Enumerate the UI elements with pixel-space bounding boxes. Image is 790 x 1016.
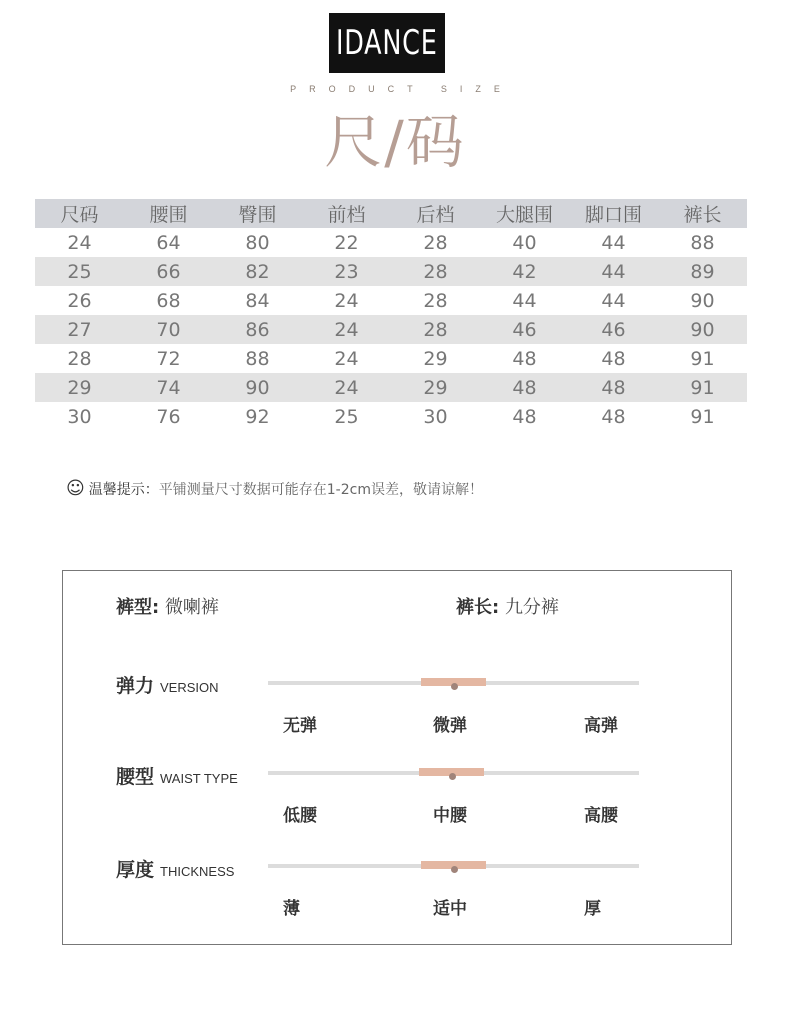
table-cell: 80: [245, 231, 270, 254]
table-cell: 29: [423, 347, 448, 370]
table-cell: 48: [601, 376, 626, 399]
column-header: 裤长: [683, 204, 722, 226]
thickness-option: 厚: [584, 899, 601, 919]
size-table: [35, 199, 747, 431]
table-row: [35, 286, 747, 315]
column-header: 脚口围: [584, 204, 642, 226]
section-subtitle: PRODUCT SIZE: [290, 84, 513, 94]
table-cell: 26: [67, 289, 92, 312]
pants-length-value: 九分裤: [504, 597, 559, 618]
brand-logo: [329, 13, 445, 73]
elasticity-label: 弹力 VERSION: [116, 675, 219, 697]
table-row: [35, 402, 747, 431]
table-cell: 44: [601, 289, 626, 312]
table-cell: 24: [67, 231, 92, 254]
table-cell: 66: [156, 260, 181, 283]
elasticity-option: 微弹: [433, 716, 467, 736]
table-cell: 91: [690, 376, 715, 399]
elasticity-label-en: VERSION: [160, 680, 219, 695]
waist-type-scale-track: [268, 771, 639, 775]
table-row: [35, 373, 747, 402]
table-cell: 72: [156, 347, 181, 370]
table-cell: 46: [512, 318, 537, 341]
table-cell: 40: [512, 231, 537, 254]
table-row: [35, 344, 747, 373]
column-header: 前档: [327, 204, 366, 226]
thickness-label-en: THICKNESS: [160, 864, 235, 879]
table-cell: 28: [423, 260, 448, 283]
table-row: [35, 315, 747, 344]
thickness-label: 厚度 THICKNESS: [116, 859, 235, 881]
column-header: 腰围: [149, 204, 188, 226]
table-cell: 30: [67, 405, 92, 428]
tip-label: 温馨提示：: [88, 482, 159, 498]
table-cell: 48: [512, 405, 537, 428]
table-row: [35, 257, 747, 286]
thickness-option: 适中: [433, 899, 467, 919]
column-header: 臀围: [238, 204, 277, 226]
marker-dot: [449, 773, 456, 780]
waist-type-option: 低腰: [283, 806, 317, 826]
table-cell: 74: [156, 376, 181, 399]
table-cell: 82: [245, 260, 270, 283]
table-cell: 24: [334, 376, 359, 399]
table-cell: 84: [245, 289, 270, 312]
table-cell: 90: [690, 318, 715, 341]
elasticity-option: 无弹: [283, 716, 317, 736]
attribute-panel: [62, 570, 732, 945]
table-cell: 23: [334, 260, 359, 283]
pants-type: [116, 593, 219, 619]
waist-type-option: 高腰: [584, 806, 618, 826]
table-cell: 44: [601, 260, 626, 283]
waist-type-scale-marker: [419, 768, 484, 776]
table-cell: 88: [690, 231, 715, 254]
thickness-option: 薄: [283, 899, 300, 919]
table-cell: 91: [690, 347, 715, 370]
table-cell: 68: [156, 289, 181, 312]
table-cell: 86: [245, 318, 270, 341]
table-cell: 76: [156, 405, 181, 428]
brand-logo-text: IDANCE: [336, 23, 438, 63]
table-cell: 90: [690, 289, 715, 312]
table-cell: 48: [601, 347, 626, 370]
marker-dot: [451, 866, 458, 873]
table-cell: 24: [334, 318, 359, 341]
table-cell: 70: [156, 318, 181, 341]
table-cell: 90: [245, 376, 270, 399]
tip-notice: [66, 479, 483, 499]
elasticity-scale-track: [268, 681, 639, 685]
table-cell: 64: [156, 231, 181, 254]
pants-length: [456, 593, 559, 619]
marker-dot: [451, 683, 458, 690]
table-cell: 48: [601, 405, 626, 428]
table-cell: 24: [334, 347, 359, 370]
pants-type-value: 微喇裤: [164, 597, 219, 618]
table-cell: 42: [512, 260, 537, 283]
waist-type-label-en: WAIST TYPE: [160, 771, 238, 786]
table-cell: 25: [67, 260, 92, 283]
smile-icon: ☺: [66, 478, 85, 499]
thickness-scale-track: [268, 864, 639, 868]
table-cell: 28: [67, 347, 92, 370]
table-cell: 88: [245, 347, 270, 370]
table-cell: 46: [601, 318, 626, 341]
table-header-row: [35, 199, 747, 228]
table-cell: 24: [334, 289, 359, 312]
table-cell: 27: [67, 318, 92, 341]
column-header: 后档: [416, 204, 455, 226]
tip-text: 平铺测量尺寸数据可能存在1-2cm误差，敬请谅解！: [158, 482, 483, 498]
pants-length-label: 裤长:: [456, 597, 500, 618]
table-cell: 91: [690, 405, 715, 428]
elasticity-option: 高弹: [584, 716, 618, 736]
column-header: 尺码: [60, 204, 99, 226]
table-row: [35, 228, 747, 257]
column-header: 大腿围: [495, 204, 553, 226]
table-cell: 28: [423, 318, 448, 341]
table-cell: 48: [512, 376, 537, 399]
pants-type-label: 裤型:: [116, 597, 160, 618]
table-cell: 92: [245, 405, 270, 428]
table-cell: 28: [423, 231, 448, 254]
table-cell: 22: [334, 231, 359, 254]
waist-type-label: 腰型 WAIST TYPE: [116, 766, 238, 788]
table-cell: 48: [512, 347, 537, 370]
table-cell: 28: [423, 289, 448, 312]
table-cell: 29: [423, 376, 448, 399]
table-cell: 89: [690, 260, 715, 283]
table-cell: 44: [601, 231, 626, 254]
table-cell: 44: [512, 289, 537, 312]
table-cell: 29: [67, 376, 92, 399]
elasticity-scale-marker: [421, 678, 486, 686]
table-cell: 30: [423, 405, 448, 428]
page-title: 尺/码: [324, 108, 466, 176]
thickness-scale-marker: [421, 861, 486, 869]
waist-type-option: 中腰: [433, 806, 467, 826]
table-cell: 25: [334, 405, 359, 428]
